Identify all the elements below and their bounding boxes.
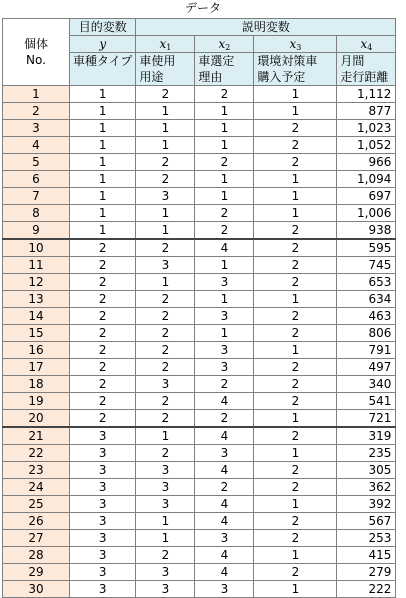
value-cell: 1 [136, 274, 195, 291]
row-id-cell: 24 [3, 479, 70, 496]
variable-symbol-2: $x_2$ [195, 36, 254, 53]
value-cell: 2 [254, 462, 337, 479]
value-cell: 2 [254, 120, 337, 137]
table-row [3, 581, 396, 598]
value-cell: 2 [254, 359, 337, 376]
row-id-cell: 27 [3, 530, 70, 547]
value-cell: 1 [136, 427, 195, 445]
variable-description-0-line-1: 車種タイプ [70, 53, 136, 70]
value-cell: 877 [337, 103, 396, 120]
row-id-cell: 29 [3, 564, 70, 581]
row-id-cell: 12 [3, 274, 70, 291]
value-cell: 1 [136, 205, 195, 222]
row-id-cell: 30 [3, 581, 70, 598]
value-cell: 1 [70, 137, 136, 154]
value-cell: 1 [195, 188, 254, 205]
value-cell: 2 [136, 547, 195, 564]
table-row [3, 496, 396, 513]
value-cell: 938 [337, 222, 396, 240]
value-cell: 1 [254, 188, 337, 205]
variable-description-0-line-2 [70, 69, 136, 86]
value-cell: 305 [337, 462, 396, 479]
data-table [2, 18, 396, 598]
value-cell: 4 [195, 496, 254, 513]
value-cell: 415 [337, 547, 396, 564]
table-row [3, 86, 396, 103]
value-cell: 2 [70, 325, 136, 342]
header-row-groups [3, 19, 396, 36]
table-row [3, 325, 396, 342]
variable-description-1-line-1: 車使用 [136, 53, 195, 70]
row-id-cell: 14 [3, 308, 70, 325]
value-cell: 2 [195, 479, 254, 496]
value-cell: 1 [195, 103, 254, 120]
value-cell: 3 [70, 445, 136, 462]
value-cell: 1 [254, 171, 337, 188]
value-cell: 2 [136, 410, 195, 428]
value-cell: 1,112 [337, 86, 396, 103]
value-cell: 2 [136, 359, 195, 376]
table-row [3, 120, 396, 137]
table-row [3, 359, 396, 376]
row-id-cell: 21 [3, 427, 70, 445]
value-cell: 3 [195, 530, 254, 547]
table-row [3, 257, 396, 274]
value-cell: 3 [195, 308, 254, 325]
value-cell: 3 [70, 462, 136, 479]
variable-symbol-0: y [70, 36, 136, 53]
row-id-cell: 9 [3, 222, 70, 240]
value-cell: 1 [70, 171, 136, 188]
value-cell: 3 [70, 479, 136, 496]
value-cell: 3 [70, 530, 136, 547]
row-id-cell: 7 [3, 188, 70, 205]
value-cell: 1 [70, 154, 136, 171]
value-cell: 1 [70, 103, 136, 120]
row-id-cell: 17 [3, 359, 70, 376]
value-cell: 4 [195, 564, 254, 581]
id-header-label-no: No. [26, 53, 46, 67]
table-row [3, 239, 396, 257]
value-cell: 1 [195, 291, 254, 308]
value-cell: 1 [136, 513, 195, 530]
value-cell: 791 [337, 342, 396, 359]
table-row [3, 564, 396, 581]
value-cell: 2 [70, 410, 136, 428]
value-cell: 634 [337, 291, 396, 308]
table-row [3, 205, 396, 222]
value-cell: 2 [254, 393, 337, 410]
value-cell: 4 [195, 513, 254, 530]
value-cell: 3 [195, 581, 254, 598]
value-cell: 2 [195, 222, 254, 240]
value-cell: 3 [70, 496, 136, 513]
variable-symbol-3: $x_3$ [254, 36, 337, 53]
value-cell: 2 [70, 342, 136, 359]
table-row [3, 137, 396, 154]
value-cell: 4 [195, 427, 254, 445]
variable-description-4-line-2: 走行距離 [337, 69, 396, 86]
value-cell: 1,094 [337, 171, 396, 188]
table-title: データ [184, 1, 221, 15]
value-cell: 966 [337, 154, 396, 171]
value-cell: 2 [136, 308, 195, 325]
value-cell: 3 [70, 547, 136, 564]
value-cell: 340 [337, 376, 396, 393]
row-id-cell: 3 [3, 120, 70, 137]
value-cell: 2 [70, 308, 136, 325]
variable-description-4-line-1: 月間 [337, 53, 396, 70]
value-cell: 2 [254, 564, 337, 581]
value-cell: 4 [195, 547, 254, 564]
table-row [3, 376, 396, 393]
value-cell: 2 [254, 325, 337, 342]
value-cell: 3 [195, 274, 254, 291]
value-cell: 3 [195, 342, 254, 359]
row-id-cell: 10 [3, 239, 70, 257]
value-cell: 3 [136, 376, 195, 393]
table-row [3, 222, 396, 240]
value-cell: 362 [337, 479, 396, 496]
value-cell: 3 [136, 257, 195, 274]
value-cell: 3 [136, 564, 195, 581]
value-cell: 541 [337, 393, 396, 410]
table-row [3, 445, 396, 462]
value-cell: 4 [195, 393, 254, 410]
value-cell: 279 [337, 564, 396, 581]
value-cell: 721 [337, 410, 396, 428]
value-cell: 3 [70, 581, 136, 598]
value-cell: 745 [337, 257, 396, 274]
value-cell: 2 [70, 376, 136, 393]
variable-description-2-line-2: 理由 [195, 69, 254, 86]
value-cell: 4 [195, 462, 254, 479]
value-cell: 595 [337, 239, 396, 257]
value-cell: 1 [70, 120, 136, 137]
value-cell: 2 [195, 410, 254, 428]
table-row [3, 462, 396, 479]
value-cell: 2 [254, 257, 337, 274]
value-cell: 1 [254, 496, 337, 513]
row-id-cell: 20 [3, 410, 70, 428]
value-cell: 1 [195, 171, 254, 188]
table-row [3, 308, 396, 325]
value-cell: 319 [337, 427, 396, 445]
value-cell: 2 [136, 393, 195, 410]
value-cell: 1 [254, 291, 337, 308]
value-cell: 2 [136, 291, 195, 308]
value-cell: 1 [136, 137, 195, 154]
value-cell: 1 [254, 342, 337, 359]
value-cell: 2 [195, 86, 254, 103]
value-cell: 1 [70, 222, 136, 240]
value-cell: 2 [136, 325, 195, 342]
variable-symbol-4: $x_4$ [337, 36, 396, 53]
value-cell: 3 [195, 445, 254, 462]
value-cell: 392 [337, 496, 396, 513]
value-cell: 2 [254, 154, 337, 171]
value-cell: 2 [254, 239, 337, 257]
variable-description-3-line-2: 購入予定 [254, 69, 337, 86]
value-cell: 1 [195, 325, 254, 342]
table-row [3, 188, 396, 205]
value-cell: 1 [136, 103, 195, 120]
variable-description-3-line-1: 環境対策車 [254, 53, 337, 70]
value-cell: 2 [136, 342, 195, 359]
value-cell: 2 [136, 171, 195, 188]
row-id-cell: 13 [3, 291, 70, 308]
value-cell: 3 [136, 496, 195, 513]
row-id-cell: 19 [3, 393, 70, 410]
value-cell: 4 [195, 239, 254, 257]
value-cell: 2 [254, 479, 337, 496]
table-row [3, 342, 396, 359]
value-cell: 222 [337, 581, 396, 598]
value-cell: 3 [70, 427, 136, 445]
table-row [3, 274, 396, 291]
value-cell: 806 [337, 325, 396, 342]
value-cell: 3 [70, 564, 136, 581]
variable-description-1-line-2: 用途 [136, 69, 195, 86]
value-cell: 235 [337, 445, 396, 462]
row-id-cell: 1 [3, 86, 70, 103]
value-cell: 2 [136, 86, 195, 103]
value-cell: 1 [70, 205, 136, 222]
value-cell: 1 [195, 120, 254, 137]
table-row [3, 171, 396, 188]
table-row [3, 547, 396, 564]
value-cell: 1,023 [337, 120, 396, 137]
id-column-header [3, 19, 70, 86]
row-id-cell: 28 [3, 547, 70, 564]
explanatory-variable-group: 説明変数 [136, 19, 396, 36]
value-cell: 253 [337, 530, 396, 547]
table-row [3, 291, 396, 308]
value-cell: 3 [136, 462, 195, 479]
value-cell: 2 [136, 239, 195, 257]
value-cell: 1 [195, 257, 254, 274]
table-row [3, 427, 396, 445]
value-cell: 1 [195, 137, 254, 154]
value-cell: 1 [254, 547, 337, 564]
value-cell: 1 [136, 120, 195, 137]
value-cell: 1 [70, 86, 136, 103]
value-cell: 3 [195, 359, 254, 376]
value-cell: 1 [254, 581, 337, 598]
value-cell: 2 [254, 513, 337, 530]
value-cell: 2 [195, 376, 254, 393]
value-cell: 2 [254, 222, 337, 240]
id-header-label: 個体 [23, 37, 48, 51]
value-cell: 2 [195, 154, 254, 171]
value-cell: 497 [337, 359, 396, 376]
value-cell: 2 [254, 308, 337, 325]
value-cell: 567 [337, 513, 396, 530]
variable-description-2-line-1: 車選定 [195, 53, 254, 70]
table-row [3, 393, 396, 410]
value-cell: 1 [70, 188, 136, 205]
row-id-cell: 8 [3, 205, 70, 222]
row-id-cell: 22 [3, 445, 70, 462]
value-cell: 1 [254, 445, 337, 462]
table-row [3, 479, 396, 496]
row-id-cell: 5 [3, 154, 70, 171]
value-cell: 3 [136, 188, 195, 205]
value-cell: 2 [195, 205, 254, 222]
value-cell: 1,052 [337, 137, 396, 154]
value-cell: 2 [136, 445, 195, 462]
row-id-cell: 18 [3, 376, 70, 393]
value-cell: 697 [337, 188, 396, 205]
table-row [3, 103, 396, 120]
value-cell: 1 [254, 103, 337, 120]
variable-symbol-1: $x_1$ [136, 36, 195, 53]
table-row [3, 513, 396, 530]
value-cell: 3 [136, 581, 195, 598]
value-cell: 2 [70, 291, 136, 308]
value-cell: 1,006 [337, 205, 396, 222]
value-cell: 2 [254, 137, 337, 154]
row-id-cell: 11 [3, 257, 70, 274]
row-id-cell: 23 [3, 462, 70, 479]
value-cell: 3 [136, 479, 195, 496]
value-cell: 2 [70, 274, 136, 291]
value-cell: 1 [254, 205, 337, 222]
value-cell: 1 [136, 530, 195, 547]
value-cell: 2 [70, 359, 136, 376]
row-id-cell: 26 [3, 513, 70, 530]
value-cell: 1 [254, 410, 337, 428]
row-id-cell: 6 [3, 171, 70, 188]
value-cell: 3 [70, 513, 136, 530]
target-variable-group: 目的変数 [70, 19, 136, 36]
table-row [3, 154, 396, 171]
value-cell: 2 [254, 274, 337, 291]
value-cell: 2 [70, 393, 136, 410]
table-row [3, 530, 396, 547]
value-cell: 2 [70, 239, 136, 257]
value-cell: 2 [254, 530, 337, 547]
value-cell: 2 [254, 376, 337, 393]
row-id-cell: 15 [3, 325, 70, 342]
value-cell: 2 [254, 427, 337, 445]
value-cell: 463 [337, 308, 396, 325]
table-row [3, 410, 396, 428]
value-cell: 1 [254, 86, 337, 103]
value-cell: 1 [136, 222, 195, 240]
row-id-cell: 25 [3, 496, 70, 513]
value-cell: 2 [70, 257, 136, 274]
row-id-cell: 2 [3, 103, 70, 120]
row-id-cell: 4 [3, 137, 70, 154]
value-cell: 653 [337, 274, 396, 291]
row-id-cell: 16 [3, 342, 70, 359]
value-cell: 2 [136, 154, 195, 171]
data-rows [3, 86, 396, 598]
